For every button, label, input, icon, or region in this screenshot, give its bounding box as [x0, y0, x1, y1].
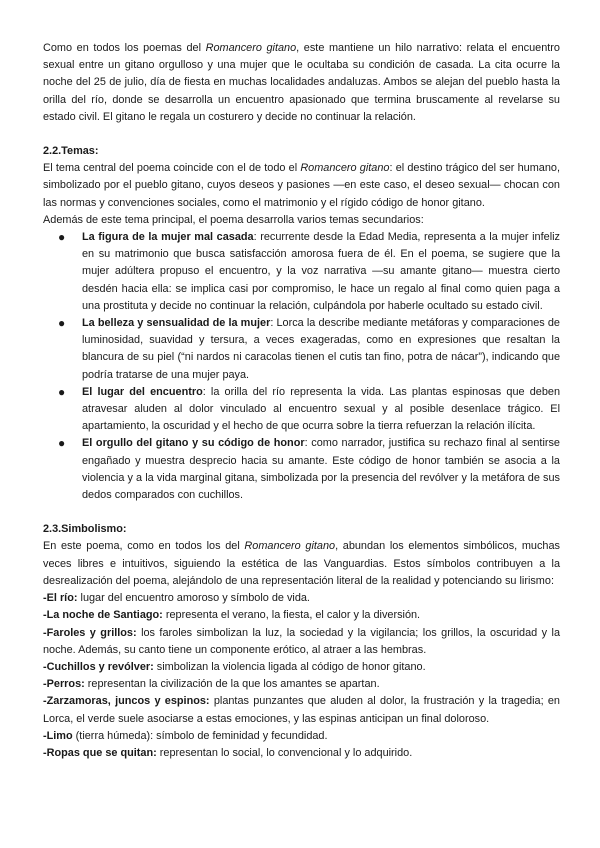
symbol-entry	[43, 625, 560, 659]
symbol-text: representa el verano, la fiesta, el calor y la diversión.	[162, 609, 421, 622]
symbol-title: -Limo	[43, 729, 73, 742]
item-text: : como narrador, justifica su rechazo final al sentirse engañado y muestra desprecio hacia su amante. Este código de honor también se asocia a la violencia y a la vida marginal gitana, simbolizada por la presencia del revólver y la metáfora de sus dedos comparados con cuchillos.	[82, 437, 560, 502]
item-title: La figura de la mujer mal casada	[82, 231, 254, 244]
temas-paragraph	[43, 160, 560, 212]
symbol-title: -El río:	[43, 592, 78, 605]
symbol-title: -Perros:	[43, 678, 85, 691]
item-text: : la orilla del río representa la vida. Las plantas espinosas que deben atravesar aluden al dolor vinculado al encuentro sexual y al posible desenlace trágico. El apartamiento, la oscuridad y el hecho de que ocurra sobre la tierra refuerzan la relación ilícita.	[82, 385, 560, 433]
temas-list	[43, 229, 560, 504]
simbolismo-text-rest: , abundan los elementos simbólicos, muchas veces libres e intuitivos, siguiendo la estética de las Vanguardias. Estos símbolos contribuyen a la desrealización del poema, alejándolo de una representación literal de la realidad y potenciando su lirismo:	[43, 540, 560, 587]
intro-paragraph	[43, 40, 560, 126]
symbol-text: plantas punzantes que aluden al dolor, la frustración y la tragedia; en Lorca, el verde suele asociarse a estas emociones, y las espinas anticipan un final doloroso.	[43, 695, 560, 725]
symbol-title: -La noche de Santiago:	[43, 609, 163, 622]
intro-text: Como en todos los poemas del	[43, 42, 206, 54]
simbolismo-section	[43, 521, 560, 762]
symbol-text: los faroles simbolizan la luz, la sociedad y la vigilancia; los grillos, la oscuridad y la noche. Además, su canto tiene un componente erótico, al atraer a las hembras.	[43, 626, 560, 656]
symbol-entry	[43, 745, 560, 762]
temas-book-title: Romancero gitano	[300, 162, 390, 175]
intro-book-title: Romancero gitano	[205, 42, 297, 54]
simbolismo-book-title: Romancero gitano	[244, 540, 336, 553]
bullet-icon: ●	[58, 230, 66, 245]
section-heading-temas: 2.2.Temas:	[43, 145, 99, 158]
spacer	[43, 126, 560, 143]
item-text: : recurrente desde la Edad Media, representa a la mujer infeliz en su matrimonio que busca satisfacción amorosa fuera de él. En el poema, se sugiere que la mujer adúltera propuso el encuentro, y la voz narrativa —su amante gitano— muestra cierto desdén hacia ella: se implica casi por compromiso, le hace un regalo al final como quien paga a una prostituta y decide no continuar la relación, culpándola por haberle ocultado su estado civil.	[82, 231, 560, 312]
symbol-text: representan la civilización de la que los amantes se apartan.	[84, 678, 380, 691]
symbol-title: -Faroles y grillos:	[43, 626, 137, 639]
bullet-icon: ●	[58, 384, 66, 399]
intro-text-rest: , este mantiene un hilo narrativo: relata el encuentro sexual entre un gitano orgulloso y una mujer que le ocultaba su condición de casada. La cita ocurre la noche del 25 de julio, día de fiesta en muchas localidades andaluzas. Ambos se alejan del pueblo hasta la orilla del río, donde se desarrolla un encuentro apasionado que termina bruscamente al revelarse su estado civil. El gitano le regala un costurero y decide no continuar la relación.	[43, 42, 560, 123]
bullet-icon: ●	[58, 436, 66, 451]
list-item	[58, 435, 560, 504]
list-item	[58, 384, 560, 436]
symbol-text: simbolizan la violencia ligada al código de honor gitano.	[153, 660, 426, 673]
symbol-text: lugar del encuentro amoroso y símbolo de vida.	[77, 592, 310, 605]
item-text: : Lorca la describe mediante metáforas y comparaciones de luminosidad, suavidad y tersura, a veces exageradas, como en expresiones que resaltan la blancura de su piel (“ni nardos ni caracolas tienen el cutis tan fino, potra de nácar”), indicando que podría tratarse de una mujer paya.	[82, 317, 560, 381]
symbol-entry	[43, 676, 560, 693]
item-title: El lugar del encuentro	[82, 385, 203, 398]
simbolismo-text: En este poema, como en todos los del	[43, 540, 245, 553]
symbol-entry	[43, 590, 560, 607]
list-item	[58, 315, 560, 384]
spacer	[43, 504, 560, 521]
symbol-title: -Ropas que se quitan:	[43, 746, 157, 759]
item-title: La belleza y sensualidad de la mujer	[82, 317, 271, 330]
temas-secondary-intro: Además de este tema principal, el poema desarrolla varios temas secundarios:	[43, 213, 424, 226]
simbolismo-paragraph	[43, 538, 560, 590]
symbol-text: (tierra húmeda): símbolo de feminidad y fecundidad.	[72, 729, 328, 742]
symbol-entry	[43, 659, 560, 676]
temas-text-rest: : el destino trágico del ser humano, simbolizado por el pueblo gitano, cuyos deseos y pasiones —en este caso, el deseo sexual— chocan con las normas y convenciones sociales, como el matrimonio y el rígido código de honor gitano.	[43, 162, 560, 209]
symbol-entry	[43, 728, 560, 745]
symbol-text: representan lo social, lo convencional y lo adquirido.	[156, 746, 413, 759]
bullet-icon: ●	[58, 316, 66, 331]
section-heading-simbolismo: 2.3.Simbolismo:	[43, 523, 127, 536]
symbol-entry	[43, 607, 560, 624]
temas-text: El tema central del poema coincide con el de todo el	[43, 162, 301, 175]
item-title: El orgullo del gitano y su código de honor	[82, 437, 305, 450]
symbol-title: -Cuchillos y revólver:	[43, 660, 154, 673]
symbol-entry	[43, 693, 560, 727]
symbol-title: -Zarzamoras, juncos y espinos:	[43, 695, 210, 708]
list-item	[58, 229, 560, 315]
